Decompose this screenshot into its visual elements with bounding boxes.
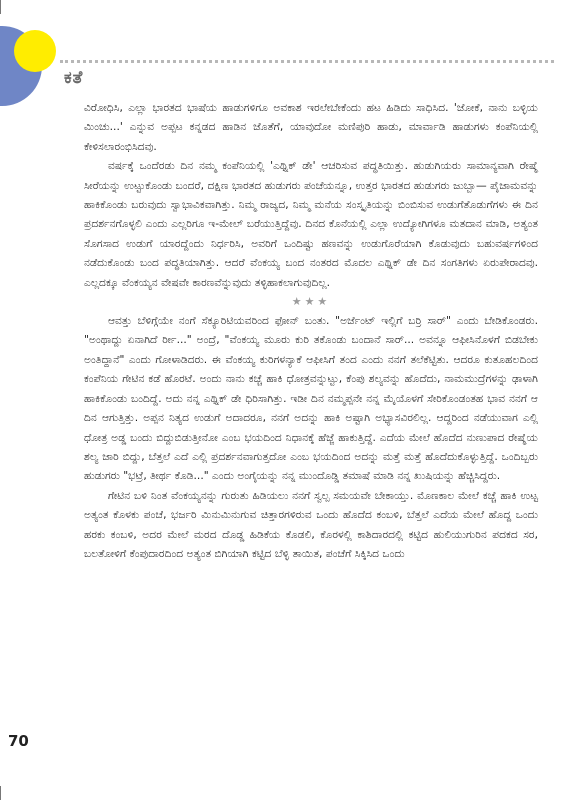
crop-mark-bottom-left [0, 786, 1, 800]
paragraph: ಆವತ್ತು ಬೆಳಿಗ್ಗೆಯೇ ನಂಗೆ ಸೆಕ್ಯೂರಿಟಿಯವರಿಂದ ಫೋನ್ ಬಂತು. "ಅರ್ಜೆಂಟ್ ಇಲ್ಲಿಗೆ ಬರ್ರಿ ಸಾರ್" ಎಂದು ಬೇಡಿಕೊಂಡರು. "ಅಂಥಾದ್ದು ಏನಾಗಿದೆ ರ್ರೀ..." ಅಂದ್ರೆ, "ವೆಂಕಯ್ಯ ಮೂರು ಕುರಿ ತಕೊಂಡು ಬಂದಾನೆ ಸಾರ್... ಅವನ್ನೂ ಆಫೀಸಿನೊಳಗೆ ಬಿಡಬೇಕು ಅಂತಿದ್ದಾನೆ" ಎಂದು ಗೋಳಾಡಿದರು. ಈ ವೆಂಕಯ್ಯ ಕುರಿಗಳನ್ಯಾಕೆ ಆಫೀಸಿಗೆ ತಂದ ಎಂದು ನನಗೆ ತಲೆಕೆಟ್ಟಿತು. ಆದರೂ ಕುತೂಹಲದಿಂದ ಕಂಪೆನಿಯ ಗೇಟಿನ ಕಡೆ ಹೊರಟೆ. ಅಂದು ನಾನು ಕಚ್ಚೆ ಹಾಕಿ ಧೋತ್ರವನ್ನುಟ್ಟು, ಕೆಂಪು ಶಲ್ಯವನ್ನು ಹೊದೆದು, ನಾಮಮುದ್ರೆಗಳನ್ನು ಢಾಳಾಗಿ ಹಾಕಿಕೊಂಡು ಬಂದಿದ್ದೆ. ಅದು ನನ್ನ ಎಥ್ನಿಕ್ ಡೇ ಧಿರಿಸಾಗಿತ್ತು. ಇಡೀ ದಿನ ನಮ್ಮಪ್ಪನೇ ನನ್ನ ಮೈಯೊಳಗೆ ಸೇರಿಕೊಂಡಂತಹ ಭಾವ ನನಗೆ ಆ ದಿನ ಆಗುತ್ತಿತ್ತು. ಅಪ್ಪನ ನಿತ್ಯದ ಉಡುಗೆ ಅದಾದರೂ, ನನಗೆ ಅದನ್ನು ಹಾಕಿ ಅಷ್ಟಾಗಿ ಅಭ್ಯಾಸವಿರಲಿಲ್ಲ. ಆದ್ದರಿಂದ ನಡೆಯುವಾಗ ಎಲ್ಲಿ ಧೋತ್ರ ಅಡ್ಡ ಬಂದು ಬಿದ್ದುಬಿಡುತ್ತೀನೋ ಎಂಬ ಭಯದಿಂದ ನಿಧಾನಕ್ಕೆ ಹೆಜ್ಜೆ ಹಾಕುತ್ತಿದ್ದೆ. ಎದೆಯ ಮೇಲೆ ಹೊದೆದ ನುಣುಪಾದ ರೇಷ್ಮೆಯ ಶಲ್ಯ ಜಾರಿ ಬಿದ್ದು, ಬೆತ್ತಲೆ ಎದೆ ಎಲ್ಲಿ ಪ್ರದರ್ಶನವಾಗುತ್ತದೋ ಎಂಬ ಭಯದಿಂದ ಅದನ್ನು ಮತ್ತೆ ಮತ್ತೆ ಹೊದೆದುಕೊಳ್ಳುತ್ತಿದ್ದೆ. ಒಂದಿಬ್ಬರು ಹುಡುಗರು "ಭಟ್ರೆ, ತೀರ್ಥ ಕೊಡಿ..." ಎಂದು ಅಂಗೈಯನ್ನು ನನ್ನ ಮುಂದೊಡ್ಡಿ ತಮಾಷೆ ಮಾಡಿ ನನ್ನ ಖುಷಿಯನ್ನು ಹೆಚ್ಚಿಸಿದ್ದರು. [84, 314, 538, 483]
page-number: 70 [8, 732, 29, 750]
paragraph: ವರ್ಷಕ್ಕೆ ಒಂದೆರಡು ದಿನ ನಮ್ಮ ಕಂಪೆನಿಯಲ್ಲಿ 'ಎಥ್ನಿಕ್ ಡೇ' ಆಚರಿಸುವ ಪದ್ಧತಿಯಿತ್ತು. ಹುಡುಗಿಯರು ಸಾಮಾನ್ಯವಾಗಿ ರೇಷ್ಮೆ ಸೀರೆಯನ್ನು ಉಟ್ಟುಕೊಂಡು ಬಂದರೆ, ದಕ್ಷಿಣ ಭಾರತದ ಹುಡುಗರು ಪಂಚೆಯನ್ನೂ, ಉತ್ತರ ಭಾರತದ ಹುಡುಗರು ಜುಬ್ಬಾ— ಪೈಜಾಮವನ್ನು ಹಾಕಿಕೊಂಡು ಬರುವುದು ಸ್ವಾಭಾವಿಕವಾಗಿತ್ತು. ನಿಮ್ಮ ರಾಜ್ಯದ, ನಿಮ್ಮ ಮನೆಯ ಸಂಸ್ಕೃತಿಯನ್ನು ಬಿಂಬಿಸುವ ಉಡುಗೆತೊಡುಗೆಗಳು ಈ ದಿನ ಪ್ರದರ್ಶನಗೊಳ್ಳಲಿ ಎಂದು ಎಲ್ಲರಿಗೂ ಇ-ಮೇಲ್ ಬರೆಯುತ್ತಿದ್ದೆವು. ದಿನದ ಕೊನೆಯಲ್ಲಿ ಎಲ್ಲಾ ಉದ್ಯೋಗಿಗಳೂ ಮತದಾನ ಮಾಡಿ, ಅತ್ಯಂತ ಸೊಗಸಾದ ಉಡುಗೆ ಯಾರದ್ದೆಂದು ನಿರ್ಧರಿಸಿ, ಅವರಿಗೆ ಒಂದಿಷ್ಟು ಹಣವನ್ನು ಉಡುಗೊರೆಯಾಗಿ ಕೊಡುವುದು ಬಹುವರ್ಷಗಳಿಂದ ನಡೆದುಕೊಂಡು ಬಂದ ಪದ್ಧತಿಯಾಗಿತ್ತು. ಆದರೆ ವೆಂಕಯ್ಯ ಬಂದ ನಂತರದ ಮೊದಲ ಎಥ್ನಿಕ್ ಡೇ ದಿನ ಸಂಗತಿಗಳು ಏರುಪೇರಾದವು. ಎಲ್ಲದಕ್ಕೂ ವೆಂಕಯ್ಯನ ವೇಷವೇ ಕಾರಣವೆನ್ನುವುದು ತಳ್ಳಿಹಾಕಲಾಗುವುದಿಲ್ಲ. [84, 159, 538, 289]
crop-mark-top-left [0, 0, 1, 14]
dotted-header-rule [60, 60, 554, 63]
decorative-yellow-circle [14, 30, 56, 72]
section-separator: ★★★ [291, 295, 331, 309]
paragraph: ಗೇಟಿನ ಬಳಿ ನಿಂತ ವೆಂಕಯ್ಯನನ್ನು ಗುರುತು ಹಿಡಿಯಲು ನನಗೆ ಸ್ವಲ್ಪ ಸಮಯವೇ ಬೇಕಾಯ್ತು. ಮೊಣಕಾಲ ಮೇಲೆ ಕಚ್ಚೆ ಹಾಕಿ ಉಟ್ಟ ಅತ್ಯಂತ ಕೊಳಕು ಪಂಚೆ, ಭರ್ಜರಿ ಮಿನುಮಿನುಗುವ ಚಿತ್ತಾರಗಳಿರುವ ಒಂದು ಹೊದೆದ ಕಂಬಳಿ, ಬೆತ್ತಲೆ ಎದೆಯ ಮೇಲೆ ಹೊದ್ದ ಒಂದು ಹರಕು ಕಂಬಳಿ, ಅದರ ಮೇಲೆ ಮರದ ದೊಡ್ಡ ಹಿಡಿಕೆಯ ಕೊಡಲಿ, ಕೊರಳಲ್ಲಿ ಕಾಶಿದಾರದಲ್ಲಿ ಕಟ್ಟಿದ ಹುಲಿಯುಗುರಿನ ಪದಕದ ಸರ, ಬಲತೋಳಿಗೆ ಕೆಂಪುದಾರದಿಂದ ಅತ್ಯಂತ ಬಿಗಿಯಾಗಿ ಕಟ್ಟಿದ ಬೆಳ್ಳಿ ತಾಯಿತ, ಪಂಚೆಗೆ ಸಿಕ್ಕಿಸಿದ ಒಂದು [84, 488, 538, 560]
article-body [84, 98, 538, 563]
section-label: ಕತೆ [64, 68, 84, 88]
paragraph: ವಿರೋಧಿಸಿ, ಎಲ್ಲಾ ಭಾರತದ ಭಾಷೆಯ ಹಾಡುಗಳಿಗೂ ಅವಕಾಶ ಇರಲೇಬೇಕೆಂದು ಹಟ ಹಿಡಿದು ಸಾಧಿಸಿದ. 'ಜೋಕೆ, ನಾನು ಬಳ್ಳಿಯ ಮಿಂಚು...' ಎನ್ನುವ ಅಪ್ಪಟ ಕನ್ನಡದ ಹಾಡಿನ ಜೊತೆಗೆ, ಯಾವುದೋ ಮಣಿಪುರಿ ಹಾಡು, ಮಾರ್ವಾಡಿ ಹಾಡುಗಳು ಕಂಪೆನಿಯಲ್ಲಿ ಕೇಳಿಸಲಾರಂಭಿಸಿದವು. [84, 101, 538, 153]
